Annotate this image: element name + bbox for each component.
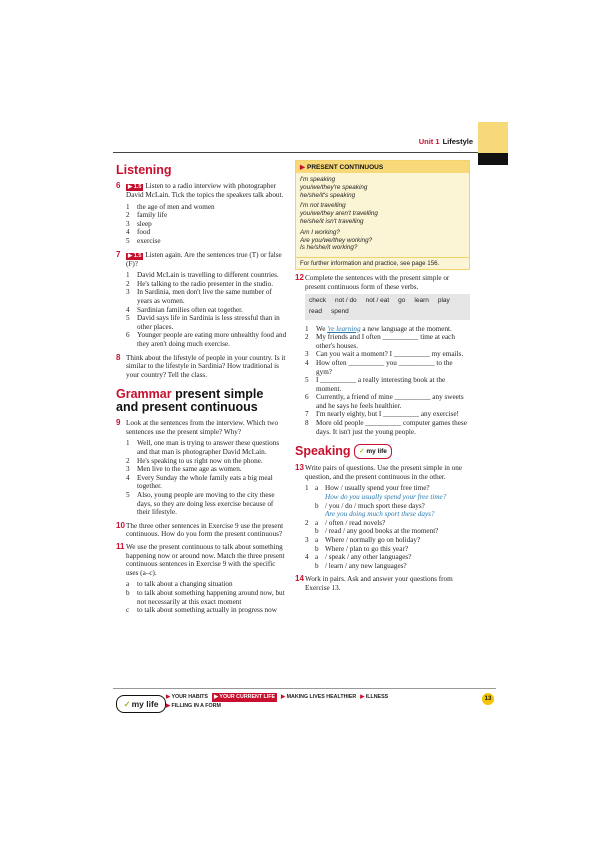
item-text: Can you wait a moment? I __________ my emails. [316,350,464,359]
check-icon: ✓ [123,699,131,709]
uses-list [126,580,288,614]
triangle-icon: ▶ [281,694,287,700]
exercise-instruction: Complete the sentences with the present simple or present continuous form of these verbs. [305,274,450,291]
item-letter: b [315,501,319,510]
lesson-nav-item[interactable] [212,693,277,702]
grammar-form-line: he/she/it's speaking [300,191,356,199]
exercise-number: 12 [295,273,304,283]
item-text: family life [137,211,168,220]
grammar-form-group [300,176,465,199]
item-letter: a [315,553,319,562]
grammar-box-body [296,173,469,257]
item-letter: b [315,544,319,553]
exercise-number: 10 [116,520,125,530]
example-answer: 're learning [327,324,361,333]
item-number: 2 [126,279,130,288]
item-text: the age of men and women [137,202,215,211]
item-number: 7 [305,410,309,419]
lesson-nav-item[interactable] [360,693,388,702]
item-number: 1 [126,202,130,211]
list-item [305,410,470,419]
item-text: David McLain is travelling to different countries. [137,271,279,280]
item-text: Where / normally go on holiday? [325,536,421,545]
item-number: 6 [126,331,130,340]
item-text: Younger people are eating more unhealthy food and they aren't doing much exercise. [137,331,287,348]
item-number: 8 [305,419,309,428]
item-letter: a [315,484,319,493]
item-number: 4 [126,473,130,482]
lesson-nav-label: MAKING LIVES HEALTHIER [286,694,357,700]
list-item [126,606,288,615]
exercise-instruction: The three other sentences in Exercise 9 use the present continuous. How do you form the present continuous? [126,521,284,539]
exercise-11 [116,543,288,615]
list-item [126,228,288,237]
exercise-number: 8 [116,352,121,362]
grammar-box-title: PRESENT CONTINUOUS [307,164,384,171]
audio-track-icon[interactable]: ▶ 1.5 [128,252,142,259]
audio-track-number: 1.5 [133,252,142,259]
item-text: He's speaking to us right now on the phone. [137,456,263,465]
exercise-instruction: Work in pairs. Ask and answer your questions from Exercise 13. [305,575,453,592]
list-item [126,331,288,348]
grammar-form-group [300,202,465,225]
item-text: to talk about a changing situation [137,580,233,589]
my-life-badge [354,444,392,459]
list-item [126,288,288,305]
item-number: c [126,606,130,615]
example-answer: How do you usually spend your free time? [325,493,447,502]
lesson-nav-label: YOUR HABITS [171,694,208,700]
unit-number: Unit 1 [418,137,440,146]
item-number: 2 [305,333,309,342]
item-number: 4 [126,228,130,237]
check-icon: ✓ [359,448,365,456]
lesson-nav-item[interactable] [166,693,208,702]
my-life-logo-text: my life [131,699,159,709]
grammar-form-group [300,229,465,252]
speaking-title [295,444,470,459]
list-item [126,457,288,466]
my-life-logo [116,695,166,713]
item-text: Currently, a friend of mine __________ any sweets and he says he feels healthier. [316,393,464,410]
item-text: exercise [137,236,161,245]
item-text: We [316,324,328,333]
list-item [126,491,288,517]
question-pairs-list [305,484,470,570]
item-number: 3 [126,219,130,228]
triangle-icon: ▶ [213,694,220,700]
unit-black-tab [478,153,508,165]
item-number: 3 [305,350,309,359]
verb-box [305,294,470,319]
item-number: 1 [126,439,130,448]
list-item [305,536,470,545]
exercise-10 [116,522,288,539]
exercise-number: 6 [116,181,121,190]
list-item [126,474,288,491]
list-item [305,484,470,501]
list-item [305,359,470,376]
grammar-box-footer: For further information and practice, see page 156. [296,257,469,269]
speaking-title-text: Speaking [295,444,351,459]
header-rule [113,152,478,153]
grammar-form-line: I'm speaking [300,176,336,183]
exercise-7 [116,251,288,349]
item-text: My friends and I often __________ time at each other's houses. [316,333,455,350]
list-item [126,314,288,331]
list-item [126,211,288,220]
exercise-number: 7 [116,249,121,259]
exercise-instruction: Write pairs of questions. Use the present simple in one question, and the present continuous in the other. [305,464,463,481]
item-number: 1 [305,484,309,493]
item-number: 4 [305,553,309,562]
triangle-icon: ▶ [300,164,305,171]
item-number: 2 [305,518,309,527]
verb-option: not / eat [365,297,390,305]
exercise-number: 11 [116,542,125,551]
item-number: b [126,588,130,597]
item-number: 3 [126,288,130,297]
page-number: 13 [482,693,494,705]
item-text: In Sardinia, men don't live the same number of years as women. [137,288,272,305]
list-item [305,519,470,528]
list-item [305,502,470,519]
list-item [305,393,470,410]
item-text: / speak / any other languages? [325,553,412,562]
item-number: 2 [126,211,130,220]
list-item [126,220,288,229]
unit-color-tab [478,122,508,153]
exercise-13 [295,464,470,570]
exercise-number: 9 [116,418,121,428]
verb-option: learn [414,297,429,305]
item-text: He's talking to the radio presenter in the studio. [137,279,274,288]
item-number: 5 [126,236,130,245]
item-text: Every Sunday the whole family eats a big meal together. [137,473,273,491]
item-text: / you / do / much sport these days? [325,501,425,510]
unit-header [419,137,473,146]
list-item [126,203,288,212]
list-item [126,271,288,280]
list-item [126,306,288,315]
audio-track-icon[interactable]: ▶ 1.5 [128,184,142,190]
exercise-14 [295,575,470,592]
true-false-list [126,271,288,348]
audio-track-number: 1.5 [133,184,142,190]
item-text: to talk about something happening around now, but not necessarily at this exact moment [137,588,285,606]
item-number: 5 [126,314,130,323]
exercise-6 [116,182,288,246]
example-answer: Are you doing much sport these days? [325,510,435,519]
triangle-icon: ▶ [166,694,172,700]
sentence-list [126,439,288,516]
item-number: 1 [305,324,309,333]
list-item [305,527,470,536]
exercise-instruction: Listen again. Are the sentences true (T) or false (F)? [126,250,282,268]
verb-option: spend [331,307,349,315]
item-number: 4 [126,305,130,314]
item-text: How / usually spend your free time? [325,484,430,493]
verb-option: not / do [334,297,357,305]
list-item [305,325,470,334]
exercise-9 [116,419,288,517]
item-number: 5 [305,376,309,385]
grammar-title-prefix: Grammar [116,387,172,402]
item-text: David says life in Sardinia is less stressful than in other places. [137,314,280,331]
list-item [305,376,470,393]
grammar-form-line: he/she/it isn't travelling [300,217,364,225]
list-item [305,419,470,436]
list-item [126,439,288,456]
grammar-title [116,388,288,414]
exercise-number: 13 [295,463,304,473]
item-text: sleep [137,219,152,228]
item-number: 1 [126,271,130,280]
my-life-badge-label: my life [366,448,387,456]
item-letter: b [315,561,319,570]
grammar-reference-box [295,160,470,270]
item-number: 3 [126,465,130,474]
item-text-end: a new language at the moment. [360,324,452,333]
grammar-title-topic: present simple and present continuous [116,387,264,415]
item-text: / often / read novels? [325,518,386,527]
list-item [126,580,288,589]
item-number: a [126,580,130,589]
lesson-nav-item[interactable] [281,693,356,702]
list-item [126,465,288,474]
listening-title: Listening [116,163,172,177]
list-item [305,333,470,350]
item-number: 5 [126,491,130,500]
item-text: / learn / any new languages? [325,561,407,570]
grammar-form-line: you/we/they aren't travelling [300,210,378,218]
list-item [126,280,288,289]
grammar-form-line: Are you/we/they working? [300,236,373,244]
lesson-nav-label: YOUR CURRENT LIFE [219,694,276,700]
list-item [126,589,288,606]
verb-option: go [398,297,406,305]
grammar-form-line: Am I working? [300,228,340,236]
item-text: Men live to the same age as women. [137,465,242,474]
footer-rule [113,688,496,689]
item-text: Also, young people are moving to the city these days, so they are doing less exercise because of their lifestyle. [137,491,275,517]
item-letter: a [315,536,319,545]
triangle-icon: ▶ [166,703,172,709]
lesson-nav-label: FILLING IN A FORM [171,703,221,709]
list-item [305,545,470,554]
item-text: food [137,228,151,237]
verb-option: read [309,307,323,315]
exercise-instruction: Think about the lifestyle of people in your country. Is it similar to the lifestyle in Sardinia? How traditional is your country? Tell the class. [126,353,286,379]
item-text: How often __________ you __________ to the gym? [316,358,453,376]
item-text: I'm nearly eighty, but I __________ any exercise! [316,410,459,419]
exercise-instruction: We use the present continuous to talk about something happening now or around now. Match the three present continuous sentences in Exercise 9 with the specific uses (a–c). [126,543,285,577]
grammar-box-header [296,161,469,173]
item-number: 6 [305,393,309,402]
item-text: Where / plan to go this year? [325,544,409,553]
topic-list [126,203,288,246]
exercise-8 [116,354,288,380]
item-number: 3 [305,536,309,545]
grammar-form-line: Is he/she/it working? [300,244,358,252]
verb-option: play [437,297,450,305]
lesson-nav-label: ILLNESS [365,694,389,700]
item-text: to talk about something actually in progress now [137,606,277,615]
item-text: I __________ a really interesting book at the moment. [316,376,446,393]
item-text: Sardinian families often eat together. [137,305,243,314]
grammar-form-line: I'm not travelling [300,202,346,210]
item-number: 2 [126,456,130,465]
item-text: Well, one man is trying to answer these questions and that man is photographer David McLain. [137,439,280,457]
right-column [295,160,470,597]
gap-fill-list [305,325,470,437]
triangle-icon: ▶ [360,694,366,700]
list-item [305,553,470,562]
item-text: More old people __________ computer games these days. It isn't just the young people. [316,419,467,436]
unit-title: Lifestyle [442,137,473,146]
item-letter: a [315,518,319,527]
list-item [305,562,470,571]
exercise-12 [295,274,470,436]
lesson-nav-item[interactable] [166,702,221,711]
exercise-instruction: Listen to a radio interview with photographer David McLain. Tick the topics the speakers talk about. [126,182,284,199]
grammar-form-line: you/we/they're speaking [300,183,368,191]
item-text: / read / any good books at the moment? [325,527,439,536]
item-letter: b [315,527,319,536]
exercise-number: 14 [295,574,304,584]
left-column [116,160,288,620]
exercise-instruction: Look at the sentences from the interview. Which two sentences use the present simple? Why? [126,419,279,436]
verb-option: check [309,297,326,305]
lesson-nav [166,693,396,711]
item-number: 4 [305,358,309,367]
list-item [305,350,470,359]
list-item [126,237,288,246]
